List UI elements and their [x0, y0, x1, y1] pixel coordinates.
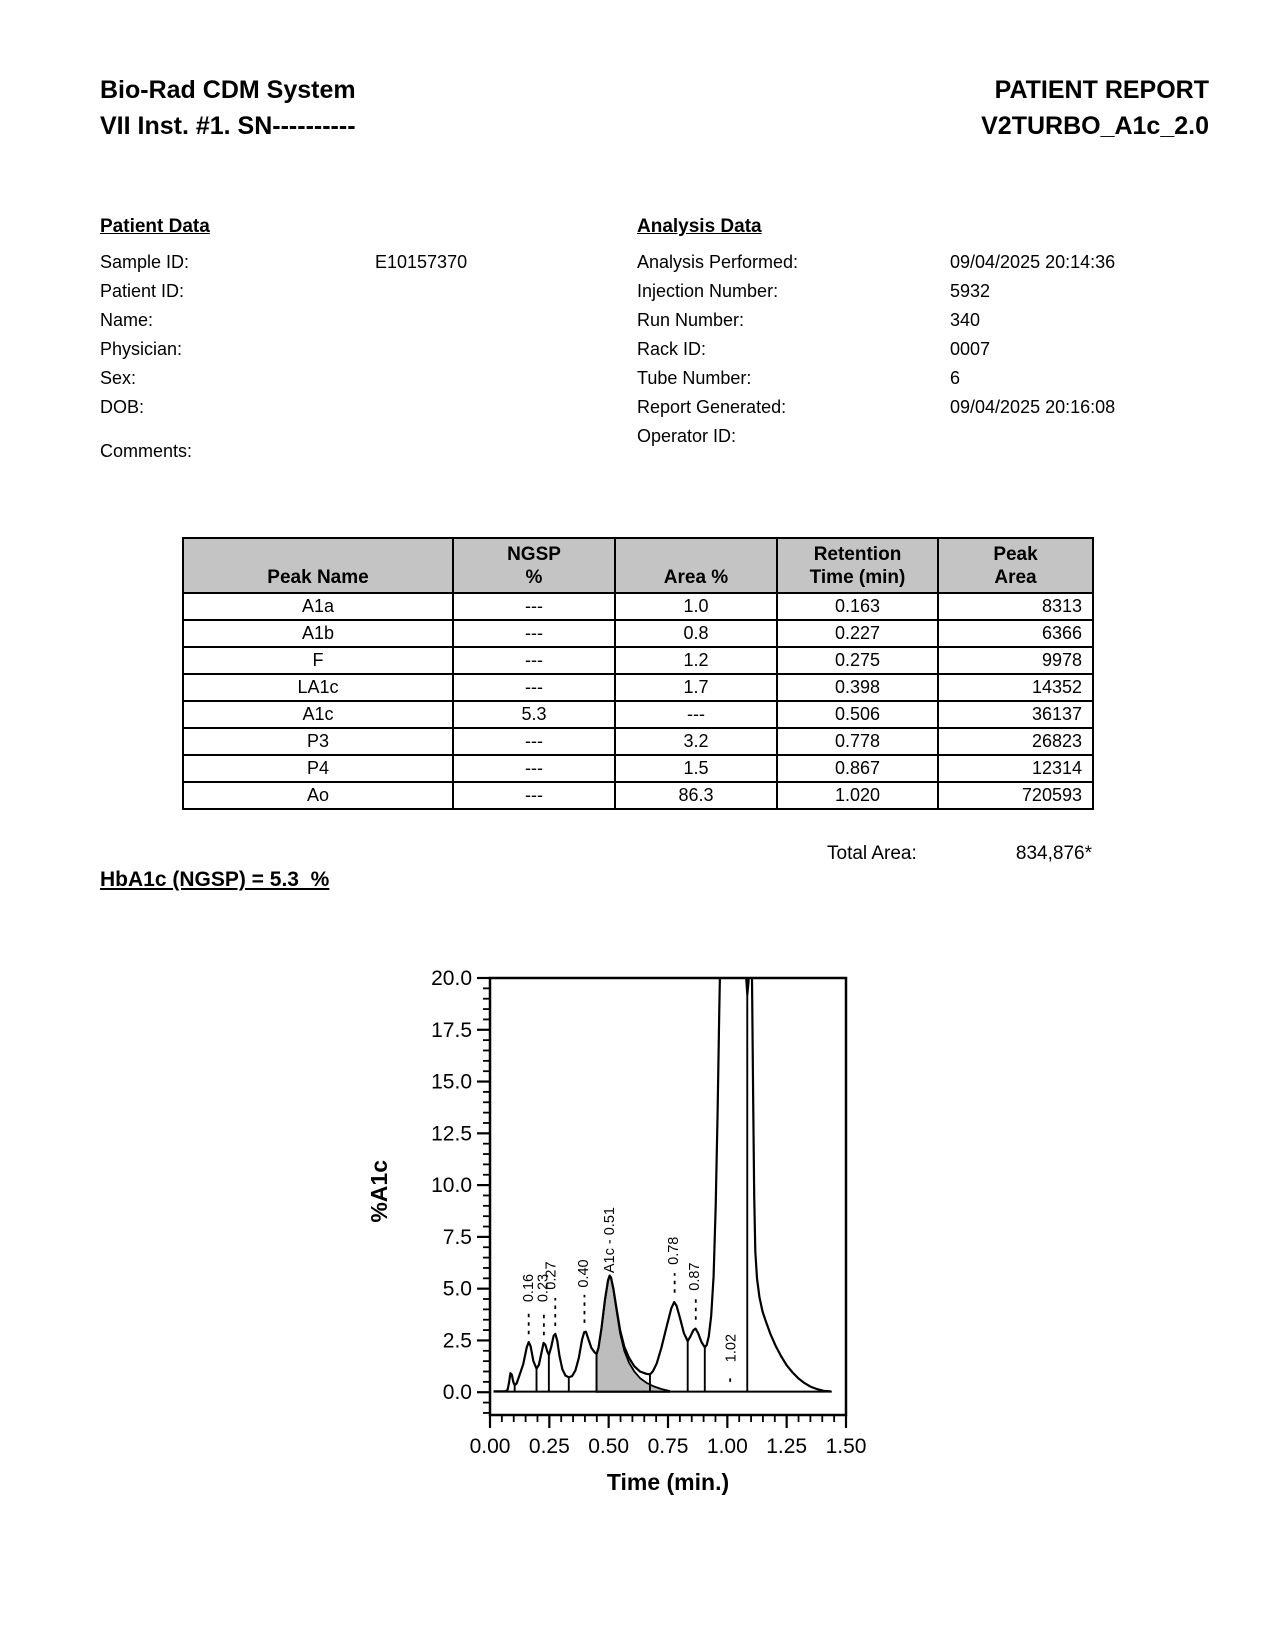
- field-label: Rack ID:: [637, 339, 707, 359]
- table-cell: 720593: [938, 782, 1093, 809]
- plot-border: [490, 978, 846, 1415]
- peak-label: 0.40: [576, 1259, 593, 1288]
- table-cell: ---: [453, 620, 615, 647]
- field-value: 09/04/2025 20:16:08: [950, 397, 1116, 417]
- header-left: [100, 72, 356, 144]
- field-label: DOB:: [100, 397, 145, 417]
- table-cell: 0.867: [777, 755, 938, 782]
- table-cell: F: [183, 647, 453, 674]
- table-cell: 6366: [938, 620, 1093, 647]
- peak-label: 0.23: [535, 1273, 552, 1303]
- peak-table-body: [183, 593, 1093, 809]
- table-cell: ---: [453, 755, 615, 782]
- table-cell: ---: [453, 593, 615, 620]
- patient-data-heading: Patient Data: [100, 216, 210, 237]
- svg-text:17.5: 17.5: [431, 1018, 472, 1042]
- table-cell: 9978: [938, 647, 1093, 674]
- table-cell: LA1c: [183, 674, 453, 701]
- table-cell: P3: [183, 728, 453, 755]
- field-value: 0007: [950, 339, 991, 359]
- patient-fields: [100, 248, 630, 422]
- field-row: [637, 393, 1217, 422]
- instrument-line: VII Inst. #1. SN----------: [100, 112, 356, 140]
- field-row: [637, 335, 1217, 364]
- field-row: [100, 335, 630, 364]
- table-cell: A1b: [183, 620, 453, 647]
- plot-area: [494, 947, 832, 1392]
- field-value: 5932: [950, 281, 991, 301]
- table-cell: 26823: [938, 728, 1093, 755]
- method-version: V2TURBO_A1c_2.0: [981, 112, 1209, 140]
- chromatogram-svg: [330, 920, 950, 1520]
- peak-label: 0.16: [520, 1273, 537, 1303]
- field-label: Report Generated:: [637, 397, 787, 417]
- svg-text:0.75: 0.75: [647, 1435, 689, 1458]
- svg-text:0.0: 0.0: [442, 1381, 472, 1405]
- field-row: [637, 364, 1217, 393]
- svg-text:5.0: 5.0: [442, 1277, 472, 1301]
- table-cell: A1c: [183, 701, 453, 728]
- hba1c-result: HbA1c (NGSP) = 5.3 %: [100, 868, 330, 891]
- field-row: [637, 422, 1217, 451]
- column-header: Peak Area: [938, 538, 1093, 593]
- table-row: [183, 728, 1093, 755]
- svg-text:1.50: 1.50: [825, 1435, 867, 1458]
- column-header: Area %: [615, 538, 777, 593]
- table-cell: 12314: [938, 755, 1093, 782]
- table-row: [183, 701, 1093, 728]
- table-cell: 86.3: [615, 782, 777, 809]
- column-header: Retention Time (min): [777, 538, 938, 593]
- analysis-data-section: [637, 216, 1217, 451]
- svg-text:20.0: 20.0: [431, 967, 472, 990]
- app-title: Bio-Rad CDM System: [100, 76, 356, 104]
- svg-text:7.5: 7.5: [442, 1225, 472, 1249]
- svg-text:0.50: 0.50: [588, 1435, 630, 1458]
- field-value: 6: [950, 368, 961, 388]
- table-cell: 0.506: [777, 701, 938, 728]
- field-label: Injection Number:: [637, 281, 779, 301]
- table-cell: 36137: [938, 701, 1093, 728]
- column-header: NGSP %: [453, 538, 615, 593]
- table-row: [183, 755, 1093, 782]
- column-header: Peak Name: [183, 538, 453, 593]
- peak-label: 0.87: [687, 1262, 704, 1291]
- table-cell: 0.398: [777, 674, 938, 701]
- table-cell: 3.2: [615, 728, 777, 755]
- peak-label: A1c - 0.51: [602, 1207, 619, 1274]
- field-row: [100, 364, 630, 393]
- field-label: Run Number:: [637, 310, 745, 330]
- table-cell: 1.0: [615, 593, 777, 620]
- field-row: [100, 248, 630, 277]
- table-cell: 0.8: [615, 620, 777, 647]
- table-row: [183, 593, 1093, 620]
- total-area-value: 834,876*: [1015, 843, 1092, 864]
- svg-text:12.5: 12.5: [431, 1122, 472, 1146]
- table-cell: P4: [183, 755, 453, 782]
- drop-lines: [515, 995, 748, 1393]
- table-cell: A1a: [183, 593, 453, 620]
- field-row: [100, 306, 630, 335]
- field-label: Tube Number:: [637, 368, 752, 388]
- field-label: Analysis Performed:: [637, 252, 799, 272]
- table-cell: 5.3: [453, 701, 615, 728]
- total-area-label: Total Area:: [827, 843, 917, 864]
- header-right: [981, 72, 1209, 144]
- table-row: [183, 674, 1093, 701]
- table-cell: ---: [615, 701, 777, 728]
- table-cell: 1.2: [615, 647, 777, 674]
- svg-text:15.0: 15.0: [431, 1070, 472, 1094]
- table-row: [183, 647, 1093, 674]
- table-cell: ---: [453, 728, 615, 755]
- field-value: E10157370: [375, 252, 468, 272]
- analysis-fields: [637, 248, 1217, 451]
- svg-text:1.25: 1.25: [766, 1435, 808, 1458]
- table-cell: ---: [453, 674, 615, 701]
- field-row: [100, 393, 630, 422]
- field-label: Patient ID:: [100, 281, 185, 301]
- table-cell: 14352: [938, 674, 1093, 701]
- table-cell: 0.163: [777, 593, 938, 620]
- field-label: Physician:: [100, 339, 183, 359]
- comments-label: Comments:: [100, 441, 193, 461]
- svg-text:0.00: 0.00: [469, 1435, 511, 1458]
- table-cell: 1.7: [615, 674, 777, 701]
- table-cell: 0.275: [777, 647, 938, 674]
- field-label: Name:: [100, 310, 154, 330]
- table-cell: ---: [453, 782, 615, 809]
- x-axis-title: Time (min.): [606, 1469, 730, 1495]
- table-row: [183, 782, 1093, 809]
- svg-text:0.25: 0.25: [528, 1435, 570, 1458]
- report-type-title: PATIENT REPORT: [994, 76, 1209, 104]
- svg-text:2.5: 2.5: [442, 1329, 472, 1353]
- table-cell: 0.778: [777, 728, 938, 755]
- peak-table-header: [183, 538, 1093, 593]
- peak-label: 1.02: [723, 1333, 740, 1363]
- a1c-shaded-peak: [597, 1276, 670, 1392]
- field-value: 340: [950, 310, 981, 330]
- svg-text:1.00: 1.00: [706, 1435, 748, 1458]
- table-cell: ---: [453, 647, 615, 674]
- peak-table: [182, 537, 1094, 810]
- table-cell: 0.227: [777, 620, 938, 647]
- field-label: Sex:: [100, 368, 137, 388]
- patient-data-section: [100, 216, 630, 422]
- y-axis-title: %A1c: [366, 1159, 392, 1223]
- field-label: Sample ID:: [100, 252, 190, 272]
- svg-text:10.0: 10.0: [431, 1174, 472, 1198]
- peak-label: 0.78: [666, 1236, 683, 1265]
- field-value: 09/04/2025 20:14:36: [950, 252, 1116, 272]
- table-cell: 1.020: [777, 782, 938, 809]
- peak-label: 0.27: [543, 1261, 560, 1290]
- table-row: [183, 620, 1093, 647]
- field-row: [637, 306, 1217, 335]
- field-row: [637, 248, 1217, 277]
- table-cell: 8313: [938, 593, 1093, 620]
- field-label: Operator ID:: [637, 426, 737, 446]
- analysis-data-heading: Analysis Data: [637, 216, 762, 237]
- field-row: [100, 277, 630, 306]
- table-cell: Ao: [183, 782, 453, 809]
- table-cell: 1.5: [615, 755, 777, 782]
- field-row: [637, 277, 1217, 306]
